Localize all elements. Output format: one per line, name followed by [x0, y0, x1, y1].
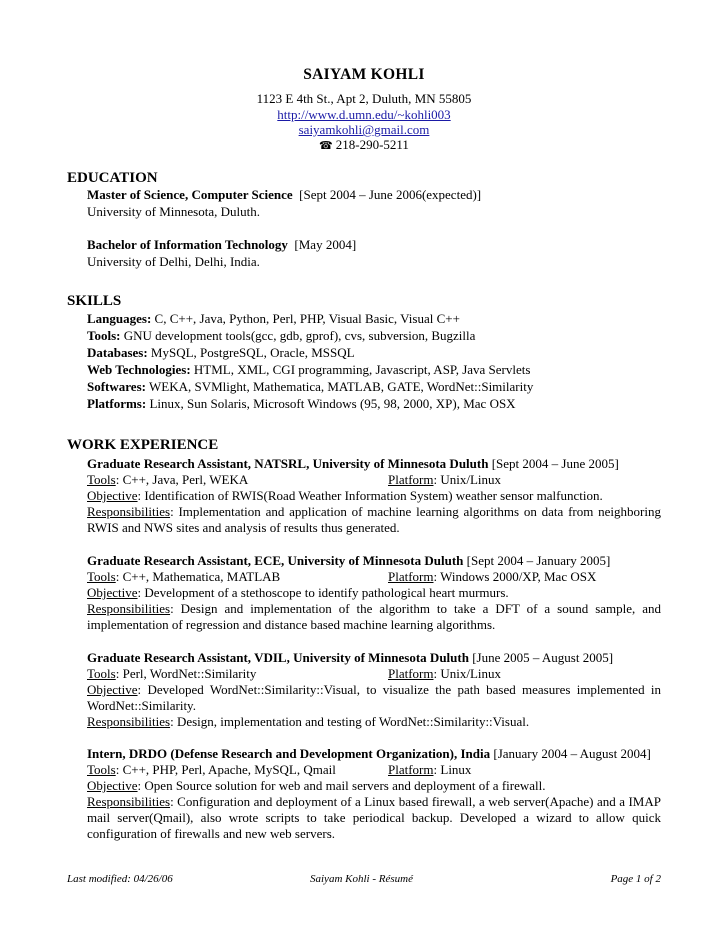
job-3-responsibilities: Responsibilities: Design, implementation and testing of WordNet::Similarity::Visual.	[87, 714, 530, 729]
education-title: EDUCATION	[67, 170, 158, 186]
job-3-tools: Tools: Perl, WordNet::Similarity Platform: Unix/Linux	[87, 666, 502, 681]
job-2-tools: Tools: C++, Mathematica, MATLAB Platform: Windows 2000/XP, Mac OSX	[87, 569, 597, 584]
skill-tools: Tools: GNU development tools(gcc, gdb, gprof), cvs, subversion, Bugzilla	[87, 328, 476, 343]
skill-databases: Databases: MySQL, PostgreSQL, Oracle, MSSQL	[87, 345, 355, 360]
page-number: Page 1 of 2	[610, 873, 661, 885]
website-link[interactable]: http://www.d.umn.edu/~kohli003	[277, 107, 451, 122]
candidate-name: SAIYAM KOHLI	[303, 66, 425, 83]
job-4-responsibilities: Responsibilities: Configuration and deployment of a Linux based firewall, a web server(Apache) and a IMAP mail server(Qmail), also wrote scripts to take periodical backup. Developed a wizard to allow quick configuration of firewalls and new web servers.	[87, 794, 661, 841]
work-title: WORK EXPERIENCE	[67, 437, 219, 453]
address: 1123 E 4th St., Apt 2, Duluth, MN 55805	[256, 91, 472, 106]
job-4-objective: Objective: Open Source solution for web and mail servers and deployment of a firewall.	[87, 778, 546, 793]
skill-platforms: Platforms: Linux, Sun Solaris, Microsoft Windows (95, 98, 2000, XP), Mac OSX	[87, 396, 516, 411]
skill-softwares: Softwares: WEKA, SVMlight, Mathematica, MATLAB, GATE, WordNet::Similarity	[87, 379, 534, 394]
last-modified: Last modified: 04/26/06	[67, 873, 173, 885]
job-3-position: Graduate Research Assistant, VDIL, University of Minnesota Duluth [June 2005 – August 2005]	[87, 650, 614, 665]
education-school-2: University of Delhi, Delhi, India.	[87, 254, 260, 269]
skill-web: Web Technologies: HTML, XML, CGI programming, Javascript, ASP, Java Servlets	[87, 362, 531, 377]
job-2-position: Graduate Research Assistant, ECE, University of Minnesota Duluth [Sept 2004 – January 2005]	[87, 553, 611, 568]
job-2-responsibilities: Responsibilities: Design and implementation of the algorithm to take a DFT of a sound sample, and implementation of regression and distance based machine learning algorithms.	[87, 601, 661, 632]
footer-doc-title: Saiyam Kohli - Résumé	[310, 873, 413, 885]
job-4-position: Intern, DRDO (Defense Research and Development Organization), India [January 2004 – August 2004]	[87, 746, 651, 761]
job-1-position: Graduate Research Assistant, NATSRL, University of Minnesota Duluth [Sept 2004 – June 2005]	[87, 456, 619, 471]
job-3-objective: Objective: Developed WordNet::Similarity::Visual, to visualize the path based measures implemented in WordNet::Similarity.	[87, 682, 661, 713]
job-4-tools: Tools: C++, PHP, Perl, Apache, MySQL, Qmail Platform: Linux	[87, 762, 472, 777]
skill-languages: Languages: C, C++, Java, Python, Perl, PHP, Visual Basic, Visual C++	[87, 311, 460, 326]
education-school-1: University of Minnesota, Duluth.	[87, 204, 260, 219]
education-degree-1: Master of Science, Computer Science [Sept 2004 – June 2006(expected)]	[87, 187, 482, 202]
job-1-responsibilities: Responsibilities: Implementation and application of machine learning algorithms on data from neighboring RWIS and NWS sites and analysis of results thus generated.	[87, 504, 661, 535]
education-degree-2: Bachelor of Information Technology [May 2004]	[87, 237, 357, 252]
skills-title: SKILLS	[67, 293, 122, 309]
job-2-objective: Objective: Development of a stethoscope to identify pathological heart murmurs.	[87, 585, 509, 600]
phone-icon: ☎	[319, 140, 333, 152]
job-1-objective: Objective: Identification of RWIS(Road Weather Information System) weather sensor malfunction.	[87, 488, 603, 503]
job-1-tools: Tools: C++, Java, Perl, WEKA Platform: Unix/Linux	[87, 472, 502, 487]
phone	[0, 137, 728, 153]
email-link[interactable]: saiyamkohli@gmail.com	[298, 122, 430, 137]
phone-number: 218-290-5211	[335, 137, 409, 152]
